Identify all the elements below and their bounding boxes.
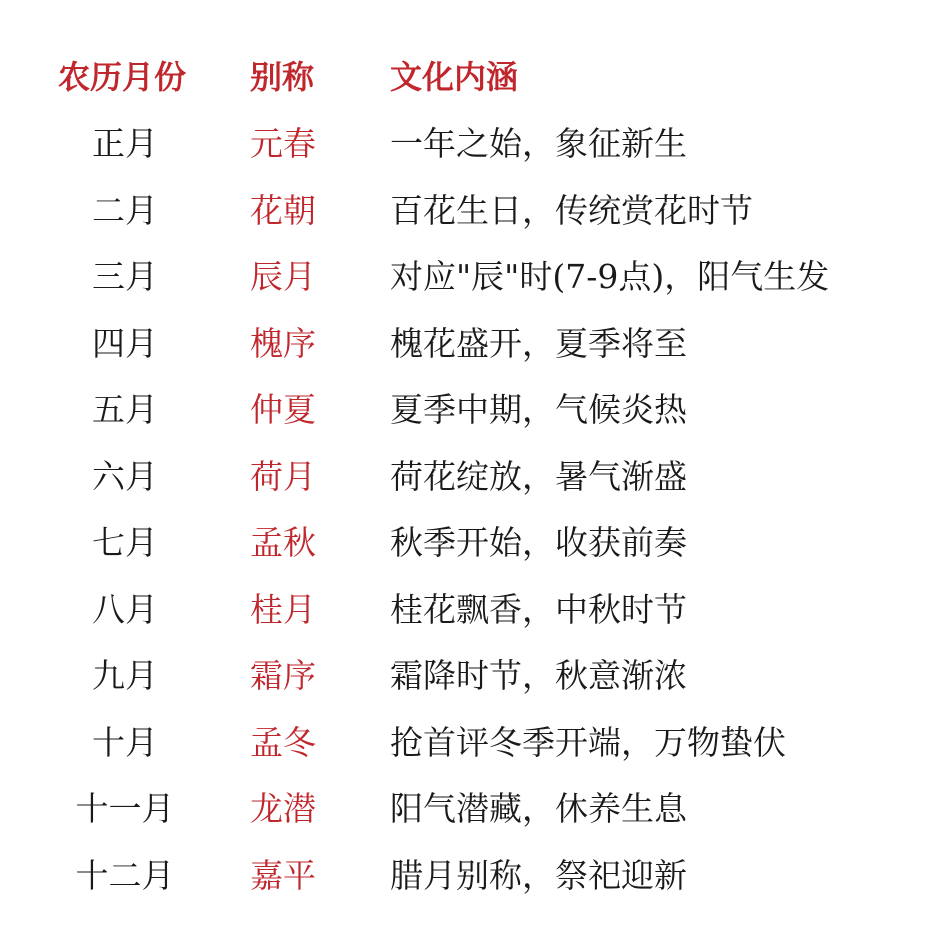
month-cell: 十月 (92, 722, 158, 762)
table-row (0, 776, 927, 843)
month-cell: 八月 (92, 589, 158, 629)
alias-cell: 槐序 (250, 323, 316, 363)
lunar-month-table (0, 43, 927, 909)
alias-cell: 龙潜 (250, 789, 316, 828)
table-row (0, 710, 927, 777)
table-row (0, 643, 927, 710)
meaning-cell: 桂花飘香，中秋时节 (390, 589, 687, 629)
alias-cell: 孟冬 (250, 722, 316, 762)
alias-cell: 荷月 (250, 456, 316, 496)
meaning-cell: 一年之始，象征新生 (390, 124, 687, 163)
table-row (0, 111, 927, 178)
meaning-cell: 霜降时节，秋意渐浓 (390, 656, 687, 695)
meaning-cell: 阳气潜藏，休养生息 (390, 789, 687, 828)
table-row (0, 311, 927, 378)
month-cell: 十一月 (75, 789, 175, 828)
alias-cell: 辰月 (250, 257, 316, 296)
meaning-cell: 腊月别称，祭祀迎新 (390, 855, 687, 895)
meaning-cell: 抢首评冬季开端，万物蛰伏 (390, 722, 786, 762)
month-cell: 三月 (92, 257, 158, 296)
alias-cell: 桂月 (250, 589, 316, 629)
month-cell: 六月 (92, 456, 158, 496)
meaning-cell: 对应"辰"时(7-9点)，阳气生发 (390, 257, 830, 296)
month-cell: 五月 (92, 390, 158, 429)
header-month: 农历月份 (58, 58, 187, 96)
table-row (0, 178, 927, 245)
alias-cell: 孟秋 (250, 523, 316, 562)
table-row (0, 577, 927, 644)
header-alias: 别称 (250, 58, 315, 96)
month-cell: 七月 (92, 523, 158, 562)
month-cell: 十二月 (75, 855, 175, 895)
table-row (0, 244, 927, 311)
month-cell: 九月 (92, 656, 158, 695)
alias-cell: 元春 (250, 124, 316, 163)
meaning-cell: 荷花绽放，暑气渐盛 (390, 456, 687, 496)
month-cell: 四月 (92, 323, 158, 363)
alias-cell: 嘉平 (250, 855, 316, 895)
table-row (0, 843, 927, 910)
alias-cell: 仲夏 (250, 390, 316, 429)
meaning-cell: 夏季中期，气候炎热 (390, 390, 687, 429)
month-cell: 正月 (92, 124, 158, 163)
meaning-cell: 槐花盛开，夏季将至 (390, 323, 687, 363)
meaning-cell: 百花生日，传统赏花时节 (390, 190, 753, 230)
header-meaning: 文化内涵 (390, 58, 519, 96)
alias-cell: 花朝 (250, 190, 316, 230)
table-row (0, 377, 927, 444)
table-header (0, 43, 927, 111)
meaning-cell: 秋季开始，收获前奏 (390, 523, 687, 562)
table-row (0, 444, 927, 511)
month-cell: 二月 (92, 190, 158, 230)
table-row (0, 510, 927, 577)
alias-cell: 霜序 (250, 656, 316, 695)
